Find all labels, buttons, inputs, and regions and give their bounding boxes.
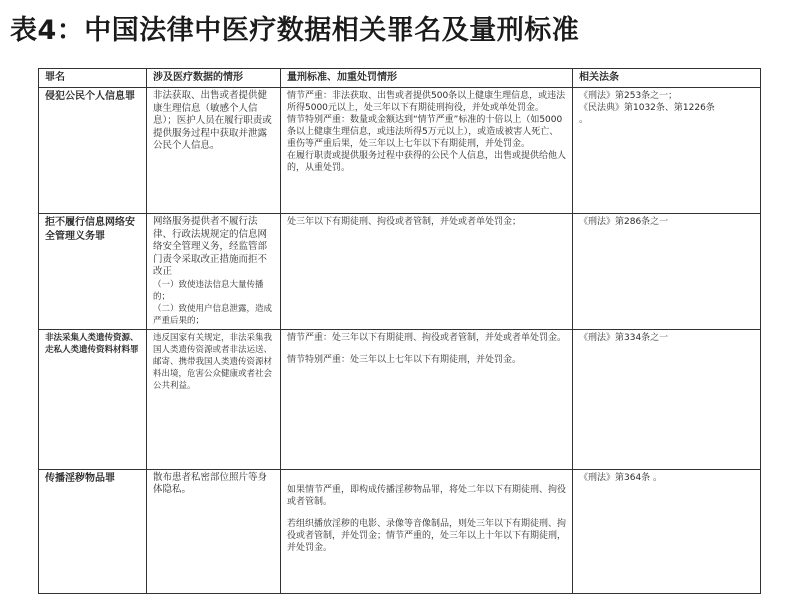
crimes-table [38, 68, 761, 594]
crime-law [573, 329, 761, 469]
crime-sentencing [281, 469, 573, 593]
crime-sentencing [281, 88, 573, 214]
circumstances-text: 违反国家有关规定，非法采集我国人类遗传资源或者非法运送、邮寄、携带我国人类遗传资源材料出境，危害公众健康或者社会公共利益。 [153, 332, 273, 391]
table-header-row [39, 69, 761, 88]
sentencing-item: 若组织播放淫秽的电影、录像等音像制品，则处三年以下有期徒刑、拘役或者管制，并处罚金；情节严重的，处三年以上十年以下有期徒刑，并处罚金。 [287, 518, 567, 553]
circumstances-text: 网络服务提供者不履行法律、行政法规规定的信息网络安全管理义务，经监管部门责令采取改正措施而拒不改正 [153, 216, 268, 277]
crime-law [573, 469, 761, 593]
circumstances-subitem: （一）致使违法信息大量传播的； [153, 279, 264, 302]
table-row [39, 469, 761, 593]
law-item: 《刑法》第334条之一 [579, 332, 669, 343]
crime-sentencing [281, 329, 573, 469]
header-sentencing: 量刑标准、加重处罚情形 [281, 69, 573, 88]
sentencing-item: 处三年以下有期徒刑、拘役或者管制，并处或者单处罚金； [287, 217, 522, 227]
crime-name: 非法采集人类遗传资源、走私人类遗传资料材料罪 [39, 329, 147, 469]
crime-circumstances: 非法获取、出售或者提供健康生理信息（敏感个人信息）；医护人员在履行职责或提供服务过程中获取并泄露公民个人信息。 [147, 88, 281, 214]
table-row [39, 88, 761, 214]
table-row [39, 329, 761, 469]
circumstances-subitem: （二）致使用户信息泄露，造成严重后果的； [153, 303, 273, 326]
sentencing-item: 情节特别严重：处三年以上七年以下有期徒刑，并处罚金。 [287, 354, 522, 365]
crime-circumstances [147, 329, 281, 469]
sentencing-item: 如果情节严重，即构成传播淫秽物品罪，将处二年以下有期徒刑、拘役或者管制。 [287, 484, 567, 507]
sentencing-item: 情节特别严重：数量或金额达到“情节严重”标准的十倍以上（如5000条以上健康生理信息，或违法所得5万元以上），或造成被害人死亡、重伤等严重后果，处三年以上七年以下有期徒刑，并处罚金。 [287, 115, 563, 149]
header-law: 相关法条 [573, 69, 761, 88]
law-item: 《刑法》第364条 。 [579, 472, 663, 483]
header-crime: 罪名 [39, 69, 147, 88]
law-item: 。 [579, 115, 589, 125]
crime-law [573, 214, 761, 330]
header-circumstances: 涉及医疗数据的情形 [147, 69, 281, 88]
crime-name: 传播淫秽物品罪 [39, 469, 147, 593]
page-title: 表4：中国法律中医疗数据相关罪名及量刑标准 [10, 15, 580, 46]
crime-law [573, 88, 761, 214]
crime-circumstances: 散布患者私密部位照片等身体隐私。 [147, 469, 281, 593]
crime-circumstances [147, 214, 281, 330]
table-row [39, 214, 761, 330]
law-item: 《刑法》第286条之一 [579, 217, 669, 227]
sentencing-item: 情节严重：处三年以下有期徒刑、拘役或者管制，并处或者单处罚金。 [287, 332, 567, 343]
crime-name: 拒不履行信息网络安全管理义务罪 [39, 214, 147, 330]
crime-sentencing [281, 214, 573, 330]
law-item: 《刑法》第253条之一； [579, 91, 678, 101]
law-item: 《民法典》第1032条、第1226条 [579, 103, 715, 113]
sentencing-item: 情节严重：非法获取、出售或者提供500条以上健康生理信息，或违法所得5000元以上，处三年以下有期徒刑拘役，并处或单处罚金。 [287, 91, 566, 113]
crime-name: 侵犯公民个人信息罪 [39, 88, 147, 214]
sentencing-item: 在履行职责或提供服务过程中获得的公民个人信息，出售或提供给他人的，从重处罚。 [287, 151, 567, 173]
